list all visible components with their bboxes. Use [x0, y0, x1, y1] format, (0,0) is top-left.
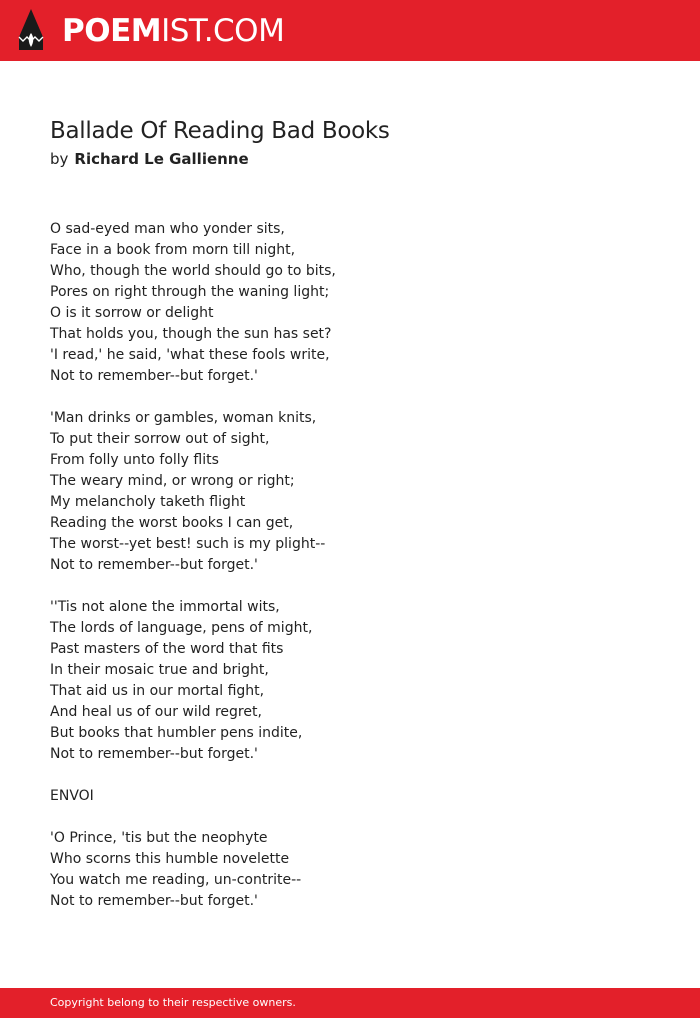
stanza-1: [50, 219, 650, 387]
poem-line: ENVOI: [50, 788, 94, 804]
poem-title: Ballade Of Reading Bad Books: [50, 118, 390, 144]
poem-line: Face in a book from morn till night,: [50, 242, 296, 258]
poem-byline: [50, 148, 249, 170]
pencil-tip-icon[interactable]: [17, 9, 45, 51]
site-logo[interactable]: [62, 11, 284, 51]
site-footer: [0, 988, 700, 1018]
poem-line: Not to remember--but forget.': [50, 746, 258, 762]
poem-line: The weary mind, or wrong or right;: [50, 473, 295, 489]
poem-line: In their mosaic true and bright,: [50, 662, 269, 678]
poem-line: O sad-eyed man who yonder sits,: [50, 221, 285, 237]
poem-line: That holds you, though the sun has set?: [50, 326, 332, 342]
poem-line: To put their sorrow out of sight,: [50, 431, 270, 447]
stanza-2: [50, 408, 650, 576]
poem-line: Not to remember--but forget.': [50, 893, 258, 909]
poem-line: O is it sorrow or delight: [50, 305, 214, 321]
poem-line: You watch me reading, un-contrite--: [50, 872, 302, 888]
poem-line: 'I read,' he said, 'what these fools write,: [50, 347, 330, 363]
by-label: by: [50, 150, 69, 168]
poem-line: But books that humbler pens indite,: [50, 725, 303, 741]
logo-bold-text: POEM: [62, 13, 162, 49]
envoi-heading: [50, 786, 650, 807]
poem-line: Not to remember--but forget.': [50, 557, 258, 573]
logo-light-text: IST.COM: [161, 13, 285, 49]
poem-line: Not to remember--but forget.': [50, 368, 258, 384]
poem-line: The worst--yet best! such is my plight--: [50, 536, 326, 552]
poem-line: 'O Prince, 'tis but the neophyte: [50, 830, 268, 846]
poem-line: Reading the worst books I can get,: [50, 515, 294, 531]
poem-body: [50, 219, 650, 933]
poem-line: Past masters of the word that fits: [50, 641, 284, 657]
stanza-3: [50, 597, 650, 765]
author-name: Richard Le Gallienne: [74, 150, 249, 168]
stanza-envoi: [50, 828, 650, 912]
poem-line: Who scorns this humble novelette: [50, 851, 290, 867]
copyright-text: Copyright belong to their respective owners.: [50, 996, 296, 1009]
poem-line: ''Tis not alone the immortal wits,: [50, 599, 280, 615]
poem-line: That aid us in our mortal fight,: [50, 683, 265, 699]
poem-line: From folly unto folly flits: [50, 452, 219, 468]
poem-line: My melancholy taketh flight: [50, 494, 246, 510]
poem-line: 'Man drinks or gambles, woman knits,: [50, 410, 317, 426]
poem-line: Pores on right through the waning light;: [50, 284, 330, 300]
poem-line: And heal us of our wild regret,: [50, 704, 262, 720]
site-header: [0, 0, 700, 61]
poem-line: Who, though the world should go to bits,: [50, 263, 336, 279]
poem-line: The lords of language, pens of might,: [50, 620, 313, 636]
